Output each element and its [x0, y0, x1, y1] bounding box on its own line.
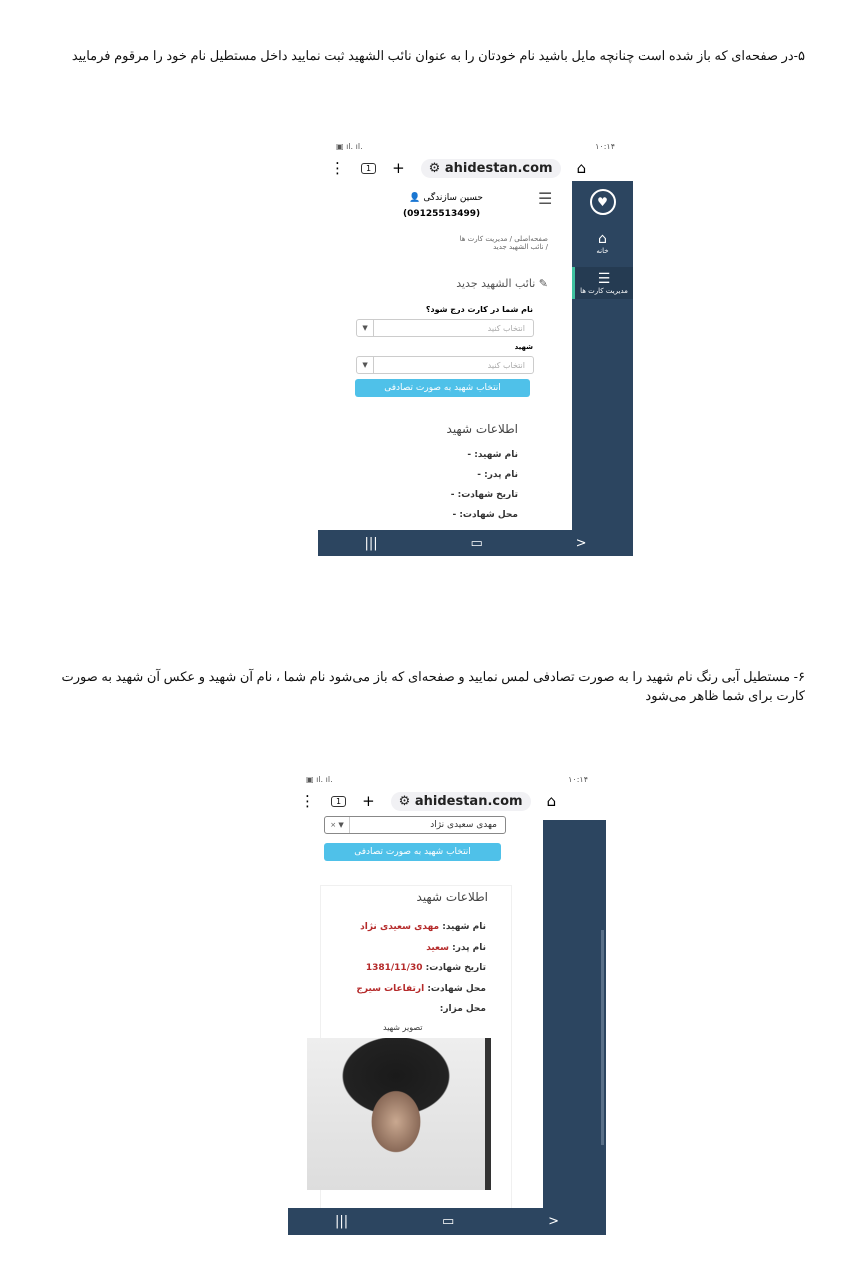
android-nav-bar	[318, 530, 633, 556]
martyr-label: شهید	[514, 343, 533, 351]
home-button-icon[interactable]: ▭	[470, 535, 483, 551]
scrollbar[interactable]	[601, 930, 604, 1145]
clock: ۱۰:۱۴	[595, 141, 615, 151]
home-button-icon[interactable]: ▭	[441, 1214, 455, 1229]
status-bar: ▣ ıl. ıl. ۱۰:۱۴	[336, 141, 615, 151]
field-date: تاریخ شهادت: -	[450, 490, 518, 500]
field-place: محل شهادت: -	[452, 510, 518, 520]
tabs-icon[interactable]: 1	[331, 796, 346, 807]
recents-icon[interactable]: |||	[364, 535, 378, 551]
breadcrumb-home[interactable]: صفحه‌اصلی	[514, 235, 548, 243]
info-fields	[356, 917, 486, 1020]
home-icon[interactable]: ⌂	[576, 159, 587, 177]
chevron-down-icon: ▼	[357, 357, 374, 373]
hamburger-icon[interactable]: ☰	[538, 189, 553, 208]
info-title: اطلاعات شهید	[446, 422, 518, 436]
chevron-down-icon: ▼ ×	[325, 817, 350, 833]
field-name: نام شهید: مهدی سعیدی نژاد	[360, 922, 486, 932]
url-field[interactable]: ⚙ ahidestan.com	[421, 159, 561, 178]
info-fields	[451, 445, 518, 525]
status-bar: ▣ ıl. ıl. ۱۰:۱۴	[306, 774, 588, 784]
field-grave: محل مزار:	[439, 1004, 486, 1014]
menu-icon[interactable]: ⋮	[330, 159, 345, 177]
breadcrumb: صفحه‌اصلی / مدیریت کارت ها / نائب الشهید جدید	[459, 235, 548, 251]
sidebar-label: خانه	[596, 247, 609, 255]
phone-screenshot-2	[288, 770, 606, 1235]
chevron-down-icon: ▼	[357, 320, 374, 336]
url-field[interactable]: ⚙ ahidestan.com	[391, 792, 531, 811]
sidebar-label: مدیریت کارت ها	[580, 287, 628, 295]
name-label: نام شما در کارت درج شود؟	[425, 305, 533, 314]
url-text: ahidestan.com	[444, 160, 553, 176]
martyr-select[interactable]: مهدی سعیدی نژاد ▼ ×	[324, 816, 506, 834]
sidebar	[543, 820, 606, 1208]
step6-instruction: ۶- مستطیل آبی رنگ نام شهید را به صورت تصادفی لمس نمایید و صفحه‌ای که باز می‌شود نام شما ، نام آن شهید و عکس آن شهید به صورت کارت برای شما ظاهر می‌شود	[61, 669, 805, 703]
clock: ۱۰:۱۴	[568, 774, 588, 784]
browser-toolbar	[318, 155, 633, 181]
tabs-icon[interactable]: 1	[361, 163, 376, 174]
recents-icon[interactable]: |||	[334, 1214, 349, 1229]
info-title: اطلاعات شهید	[416, 890, 488, 904]
martyr-photo	[307, 1038, 491, 1190]
home-icon[interactable]: ⌂	[546, 792, 557, 810]
url-text: ahidestan.com	[414, 793, 523, 809]
sidebar	[572, 181, 633, 530]
home-icon: ⌂	[598, 231, 607, 247]
page-title: ✎ نائب الشهید جدید	[456, 277, 548, 290]
browser-toolbar	[288, 788, 606, 814]
field-father: نام پدر: -	[477, 470, 518, 480]
field-father: نام پدر: سعید	[426, 942, 486, 953]
martyr-select[interactable]: انتخاب کنید ▼	[356, 356, 534, 374]
new-tab-icon[interactable]: +	[392, 159, 405, 177]
field-date: تاریخ شهادت: 1381/11/30	[365, 963, 486, 973]
random-martyr-button[interactable]: انتخاب شهید به صورت تصادفی	[324, 843, 501, 861]
breadcrumb-current: نائب الشهید جدید	[493, 243, 544, 251]
back-icon[interactable]: >	[548, 1214, 560, 1229]
user-name: حسین سازندگی 👤	[409, 193, 483, 203]
logo-icon: ♥	[590, 189, 616, 215]
breadcrumb-cards[interactable]: مدیریت کارت ها	[459, 235, 508, 243]
user-phone: (09125513499)	[403, 209, 481, 219]
sidebar-item-cards[interactable]	[572, 267, 633, 299]
new-tab-icon[interactable]: +	[362, 792, 375, 810]
random-martyr-button[interactable]: انتخاب شهید به صورت تصادفی	[355, 379, 530, 397]
step5-instruction: ۵-در صفحه‌ای که باز شده است چنانچه مایل باشید نام خودتان را به عنوان نائب الشهید ثبت نمایید داخل مستطیل نام خود را مرقوم فرمایید	[71, 48, 805, 63]
field-place: محل شهادت: ارتفاعات سیرج	[356, 983, 486, 994]
sidebar-item-home[interactable]	[572, 231, 633, 255]
android-nav-bar	[288, 1208, 606, 1235]
photo-label: تصویر شهید	[383, 1023, 423, 1032]
list-icon: ☰	[597, 271, 611, 287]
field-name: نام شهید: -	[467, 450, 518, 460]
phone-screenshot-1	[318, 137, 633, 556]
menu-icon[interactable]: ⋮	[300, 792, 315, 810]
name-select[interactable]: انتخاب کنید ▼	[356, 319, 534, 337]
back-icon[interactable]: >	[575, 535, 587, 551]
